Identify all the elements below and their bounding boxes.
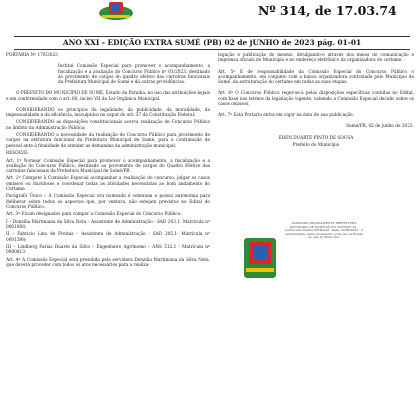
article-6: Art. 6º O Concurso Público reger-se-á pelas disposições específicas contidas no Edital, com base nos termos da legislação vigente, cabendo a Comissão Especial decidir sobre os casos omissos. (218, 91, 414, 107)
date-line: Sumé/PB, 02 de junho de 2023. (346, 124, 414, 130)
resolve-heading: RESOLVE: (6, 151, 29, 157)
member-3: III – Lindberg Farias Duarte da Silva – Engenheiro Agrônomo – ANS 512.1 - Matrícula nº 0000813. (6, 245, 210, 256)
considering-3: CONSIDERANDO a necessidade da realização de Concurso Público para provimento de cargos na estrutura funcional da Prefeitura Municipal de Sumé, para a contratação de pessoal ante à finalidade de atender as demandas da administração municipal. (6, 133, 210, 149)
article-4: Art. 4º A Comissão Especial será presidida pela servidora Donzília Martiniana da Silva Neta, que deverá proceder com todos os atos necessários para a realiza- (6, 257, 210, 269)
portaria-number: PORTARIA Nº 170/2023 (6, 53, 58, 58)
considering-1: CONSIDERANDO os princípios da legalidade, da publicidade, da moralidade, da impessoalidade e da eficiência, insculpidos no caput do art. 37 da Constituição Federal; (6, 107, 210, 118)
considering-2: CONSIDERANDO as disposições constitucionais acerca realização de Concurso Público no âmbito da Administração Pública; (6, 120, 210, 131)
member-2: II – Fabrício Lino de Freitas – Assistente de Administração - SAD 205.1- Matrícula nº 0001398; (6, 232, 210, 243)
sole-paragraph: Parágrafo Único – A Comissão Especial ora nomeada é soberana e possui autonomia para deliberar sobre todos os aspectos que, por ventura, não estejam previstos no Edital do Concurso Público. (6, 194, 210, 210)
bottom-rule (14, 49, 410, 50)
digital-signature-seal-icon (240, 216, 280, 296)
article-2: Art. 2º Compete à Comissão Especial acompanhar a realização do concurso, julgar os casos omissos ou duvidosos e coordenar todas as atividades necessárias ao bom andamento do Certame. (6, 176, 210, 192)
article-1: Art. 1º Nomear Comissão Especial para promover o acompanhamento, a fiscalização e a avaliação do Concurso Público, destinado ao provimento de cargos do Quadro Efetivo das carreiras funcionais da Prefeitura Municipal de Sumé/PB. (6, 158, 210, 174)
member-1: I – Donzília Martiniana da Silva Neta – Assistente de Administração - SAD 203.1- Matrícula nº 0001808; (6, 219, 210, 230)
portaria-summary: Institui Comissão Especial para promover o acompanhamento, a fiscalização e a avaliação do Concurso Público nº 01/2023, destinado ao provimento de cargos do quadro efetivo das carreiras funcionais da Prefeitura Municipal de Sumé e dá outras providências. (58, 64, 210, 85)
article-3: Art. 3º Ficam designados para compor a Comissão Especial do Concurso Público: (6, 212, 182, 218)
seal-caption: ASSINADO DIGITALMENTE PREFEITURA MUNICIPAL DE SUMÉ:09 073 628/0001-91 · Certificado Digital ICP-Brasil · Data: 02/06/2023 · A autenticidade deste documento pode ser verificada no site do Município (284, 221, 364, 240)
gazette-header (0, 0, 420, 34)
right-column (218, 53, 414, 150)
continuation: legação e publicação do mesmo, divulgando-o através dos meios de comunicação e imprensa oficiais do Município e no endereço eletrônico da organizadora do certame. (218, 53, 414, 64)
article-7: Art. 7º Esta Portaria entra em vigor na data de sua publicação. (218, 113, 354, 118)
preamble: O PREFEITO DO MUNICÍPIO DE SUMÉ, Estado da Paraíba, no uso das atribuições legais e em conformidade com o art. 60, inciso VII da Lei Orgânica Municipal. (6, 91, 210, 102)
edition-line: ANO XXI - EDIÇÃO EXTRA SUMÉ (PB) 02 de jUNHO de 2023 pág. 01-01 (62, 38, 362, 47)
municipal-crest-icon (96, 0, 136, 22)
left-column (6, 53, 210, 271)
law-number: Nº 314, de 17.03.74 (258, 3, 397, 18)
signer-name: ÉDEN DUARTE PINTO DE SOUSA (278, 135, 354, 141)
article-5: Art. 5º É de responsabilidade da Comissão Especial do Concurso Público o acompanhamento, em conjunto com a banca organizadora contratada pelo Município de Sumé, da estruturação do certame em todas as suas etapas. (218, 69, 414, 85)
signer-role: Prefeito do Município (292, 142, 340, 148)
